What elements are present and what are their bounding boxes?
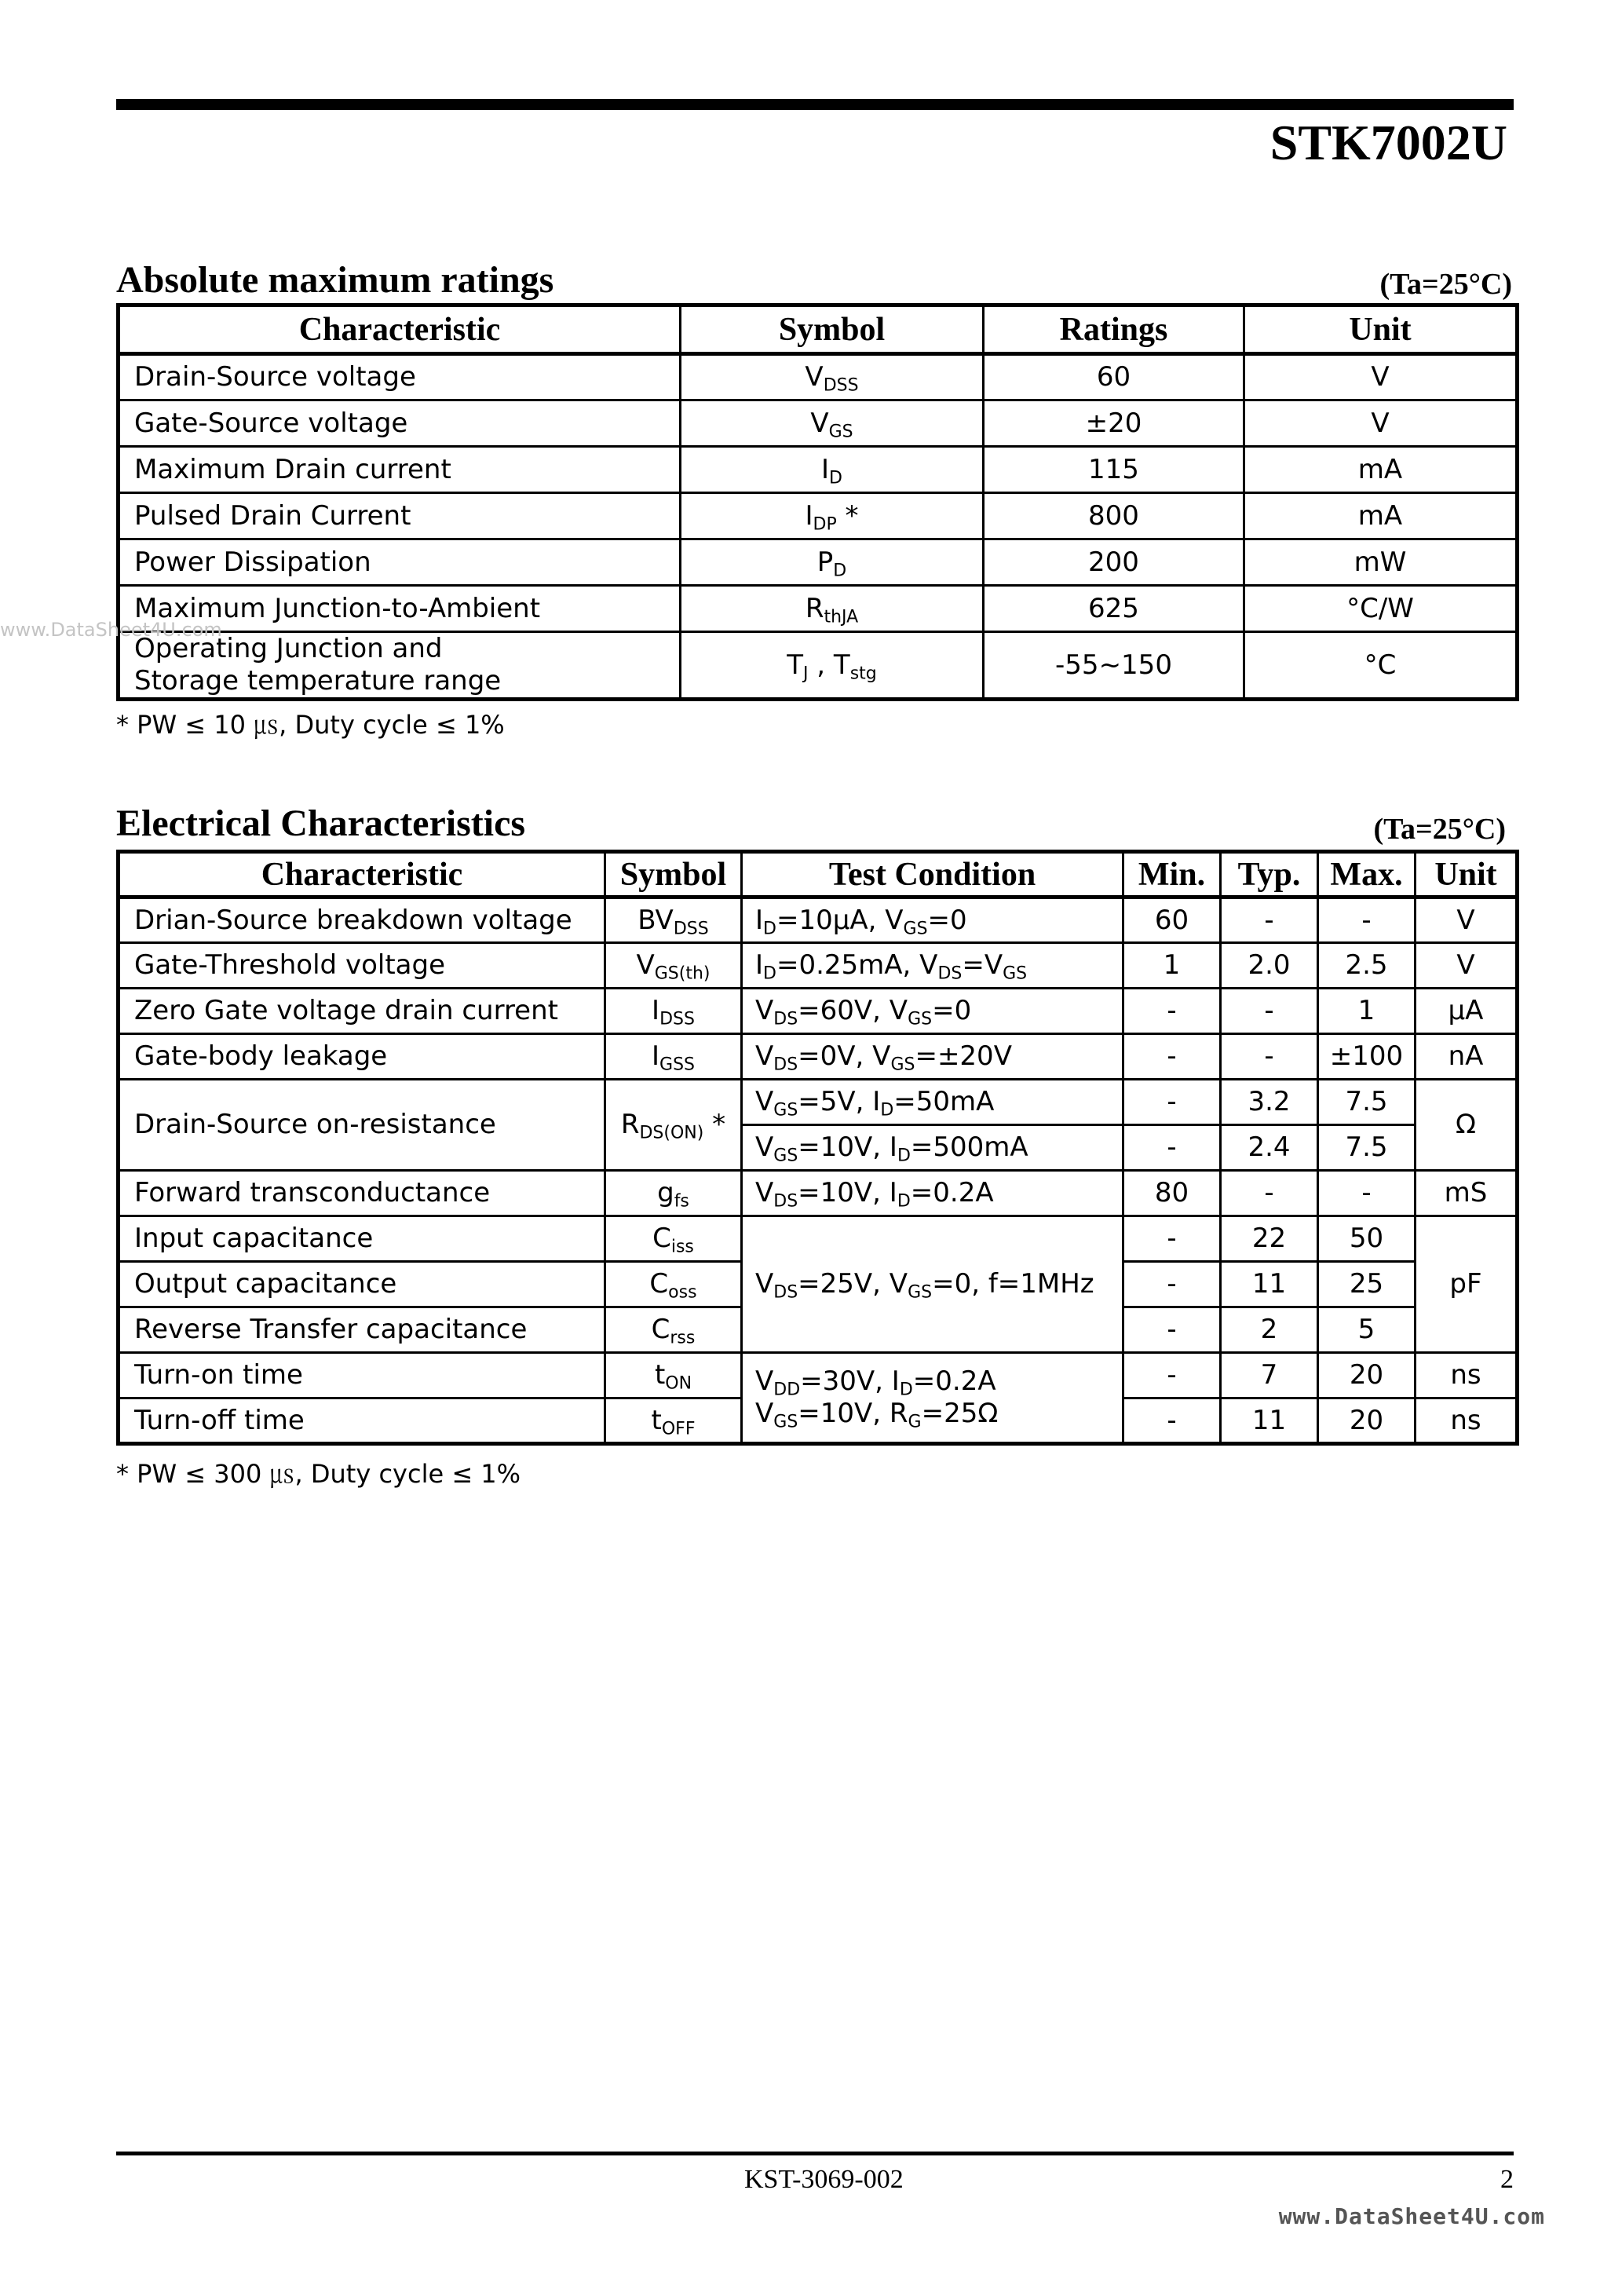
min-cell: -	[1123, 1034, 1221, 1080]
table-row	[119, 539, 1518, 586]
test-condition-cell: $I_D=10\mu A$, $V_{GS}=0$	[742, 898, 1123, 943]
rating-cell: 115	[984, 447, 1244, 493]
characteristic-cell: Input capacitance	[119, 1216, 605, 1262]
abs-max-title: Absolute maximum ratings	[116, 259, 554, 301]
symbol-cell: $I_{DSS}$	[605, 989, 742, 1034]
characteristic-cell: Turn-off time	[119, 1398, 605, 1444]
max-cell: 20	[1318, 1398, 1416, 1444]
test-condition-cell: $V_{DS}=60V$, $V_{GS}=0$	[742, 989, 1123, 1034]
test-condition-cell: $V_{DS}=25V$, $V_{GS}=0$, f=1MHz	[742, 1216, 1123, 1353]
table-row	[119, 354, 1518, 400]
table-row	[119, 400, 1518, 447]
max-cell: 20	[1318, 1353, 1416, 1398]
min-cell: -	[1123, 1307, 1221, 1353]
characteristic-cell: Turn-on time	[119, 1353, 605, 1398]
table-row	[119, 943, 1518, 989]
unit-cell: V	[1244, 354, 1518, 400]
electrical-table	[116, 850, 1519, 1446]
table-row	[119, 1080, 1518, 1125]
symbol-cell: $I_{GSS}$	[605, 1034, 742, 1080]
max-cell: 5	[1318, 1307, 1416, 1353]
unit-cell: nA	[1416, 1034, 1518, 1080]
min-cell: -	[1123, 1398, 1221, 1444]
part-number: STK7002U	[1269, 115, 1507, 170]
watermark-bottom: www.DataSheet4U.com	[1278, 2203, 1545, 2229]
typ-cell: 7	[1221, 1353, 1318, 1398]
characteristic-cell: Operating Junction and Storage temperature range	[119, 632, 681, 700]
rating-cell: 200	[984, 539, 1244, 586]
symbol-cell: $BV_{DSS}$	[605, 898, 742, 943]
col-header: Max.	[1318, 852, 1416, 898]
typ-cell: 3.2	[1221, 1080, 1318, 1125]
max-cell: -	[1318, 1171, 1416, 1216]
symbol-cell: $I_{DP}$ *	[681, 493, 984, 539]
test-condition-cell: $I_D=0.25mA$, $V_{DS}=V_{GS}$	[742, 943, 1123, 989]
typ-cell: 2	[1221, 1307, 1318, 1353]
table-row	[119, 447, 1518, 493]
table-row	[119, 1034, 1518, 1080]
unit-cell: V	[1244, 400, 1518, 447]
max-cell: 25	[1318, 1262, 1416, 1307]
characteristic-cell: Maximum Junction-to-Ambient	[119, 586, 681, 632]
unit-cell: pF	[1416, 1216, 1518, 1353]
typ-cell: -	[1221, 989, 1318, 1034]
min-cell: 80	[1123, 1171, 1221, 1216]
rating-cell: 60	[984, 354, 1244, 400]
unit-cell: μA	[1416, 989, 1518, 1034]
symbol-cell: $t_{OFF}$	[605, 1398, 742, 1444]
symbol-cell: $P_D$	[681, 539, 984, 586]
max-cell: 7.5	[1318, 1080, 1416, 1125]
symbol-cell: $V_{GS}$	[681, 400, 984, 447]
min-cell: -	[1123, 1216, 1221, 1262]
unit-cell: mA	[1244, 447, 1518, 493]
typ-cell: -	[1221, 898, 1318, 943]
unit-cell: mW	[1244, 539, 1518, 586]
max-cell: -	[1318, 898, 1416, 943]
table-header-row	[119, 852, 1518, 898]
unit-cell: ns	[1416, 1353, 1518, 1398]
unit-cell: Ω	[1416, 1080, 1518, 1171]
typ-cell: 2.4	[1221, 1125, 1318, 1171]
symbol-cell: $V_{DSS}$	[681, 354, 984, 400]
col-header: Characteristic	[119, 305, 681, 354]
typ-cell: 22	[1221, 1216, 1318, 1262]
col-header: Test Condition	[742, 852, 1123, 898]
max-cell: ±100	[1318, 1034, 1416, 1080]
test-condition-cell: $V_{DS}=10V$, $I_D=0.2A$	[742, 1171, 1123, 1216]
symbol-cell: $t_{ON}$	[605, 1353, 742, 1398]
max-cell: 7.5	[1318, 1125, 1416, 1171]
characteristic-cell: Zero Gate voltage drain current	[119, 989, 605, 1034]
characteristic-cell: Gate-Threshold voltage	[119, 943, 605, 989]
abs-max-table	[116, 303, 1519, 701]
rating-cell: 800	[984, 493, 1244, 539]
col-header: Unit	[1244, 305, 1518, 354]
elec-condition: (Ta=25°C)	[1373, 813, 1506, 846]
col-header: Typ.	[1221, 852, 1318, 898]
characteristic-cell: Pulsed Drain Current	[119, 493, 681, 539]
unit-cell: ns	[1416, 1398, 1518, 1444]
unit-cell: V	[1416, 898, 1518, 943]
table-row	[119, 989, 1518, 1034]
col-header: Ratings	[984, 305, 1244, 354]
table-row	[119, 493, 1518, 539]
test-condition-cell: $V_{DS}=0V$, $V_{GS}=\pm 20V$	[742, 1034, 1123, 1080]
characteristic-cell: Gate-body leakage	[119, 1034, 605, 1080]
table-row	[119, 586, 1518, 632]
characteristic-cell: Drian-Source breakdown voltage	[119, 898, 605, 943]
col-header: Min.	[1123, 852, 1221, 898]
symbol-cell: $g_{fs}$	[605, 1171, 742, 1216]
table-row	[119, 1171, 1518, 1216]
table-row	[119, 632, 1518, 700]
table-row	[119, 1353, 1518, 1398]
symbol-cell: $C_{iss}$	[605, 1216, 742, 1262]
unit-cell: V	[1416, 943, 1518, 989]
unit-cell: mS	[1416, 1171, 1518, 1216]
max-cell: 2.5	[1318, 943, 1416, 989]
page-number: 2	[1500, 2165, 1514, 2194]
abs-max-note: * PW ≤ 10 ㎲, Duty cycle ≤ 1%	[116, 710, 505, 740]
min-cell: -	[1123, 1353, 1221, 1398]
elec-note: * PW ≤ 300 ㎲, Duty cycle ≤ 1%	[116, 1459, 521, 1489]
typ-cell: -	[1221, 1034, 1318, 1080]
symbol-cell: $I_D$	[681, 447, 984, 493]
max-cell: 50	[1318, 1216, 1416, 1262]
symbol-cell: $C_{oss}$	[605, 1262, 742, 1307]
typ-cell: 11	[1221, 1262, 1318, 1307]
characteristic-cell: Output capacitance	[119, 1262, 605, 1307]
table-header-row	[119, 305, 1518, 354]
characteristic-cell: Maximum Drain current	[119, 447, 681, 493]
min-cell: -	[1123, 989, 1221, 1034]
characteristic-cell: Power Dissipation	[119, 539, 681, 586]
test-condition-cell: $V_{GS}=5V$, $I_D=50mA$	[742, 1080, 1123, 1125]
characteristic-cell: Drain-Source on-resistance	[119, 1080, 605, 1171]
min-cell: 1	[1123, 943, 1221, 989]
col-header: Characteristic	[119, 852, 605, 898]
characteristic-cell: Forward transconductance	[119, 1171, 605, 1216]
symbol-cell: $R_{thJA}$	[681, 586, 984, 632]
unit-cell: °C/W	[1244, 586, 1518, 632]
bottom-rule	[116, 2152, 1514, 2155]
max-cell: 1	[1318, 989, 1416, 1034]
col-header: Unit	[1416, 852, 1518, 898]
symbol-cell: $T_J$ , $T_{stg}$	[681, 632, 984, 700]
characteristic-cell: Reverse Transfer capacitance	[119, 1307, 605, 1353]
col-header: Symbol	[681, 305, 984, 354]
characteristic-cell: Gate-Source voltage	[119, 400, 681, 447]
elec-title: Electrical Characteristics	[116, 803, 526, 844]
symbol-cell: $V_{GS(th)}$	[605, 943, 742, 989]
unit-cell: mA	[1244, 493, 1518, 539]
symbol-cell: $R_{DS(ON)}$ *	[605, 1080, 742, 1171]
min-cell: -	[1123, 1080, 1221, 1125]
unit-cell: °C	[1244, 632, 1518, 700]
typ-cell: 11	[1221, 1398, 1318, 1444]
top-rule	[116, 99, 1514, 110]
min-cell: 60	[1123, 898, 1221, 943]
watermark-left: www.DataSheet4U.com	[0, 619, 222, 641]
table-row	[119, 898, 1518, 943]
min-cell: -	[1123, 1262, 1221, 1307]
doc-code: KST-3069-002	[744, 2165, 904, 2194]
table-row	[119, 1216, 1518, 1262]
symbol-cell: $C_{rss}$	[605, 1307, 742, 1353]
typ-cell: 2.0	[1221, 943, 1318, 989]
characteristic-cell: Drain-Source voltage	[119, 354, 681, 400]
rating-cell: 625	[984, 586, 1244, 632]
rating-cell: -55~150	[984, 632, 1244, 700]
min-cell: -	[1123, 1125, 1221, 1171]
abs-max-condition: (Ta=25°C)	[1379, 268, 1512, 301]
typ-cell: -	[1221, 1171, 1318, 1216]
rating-cell: ±20	[984, 400, 1244, 447]
col-header: Symbol	[605, 852, 742, 898]
test-condition-cell: $V_{DD}=30V$, $I_D=0.2A$ $V_{GS}=10V$, $R_G=25\Omega$	[742, 1353, 1123, 1444]
test-condition-cell: $V_{GS}=10V$, $I_D=500mA$	[742, 1125, 1123, 1171]
